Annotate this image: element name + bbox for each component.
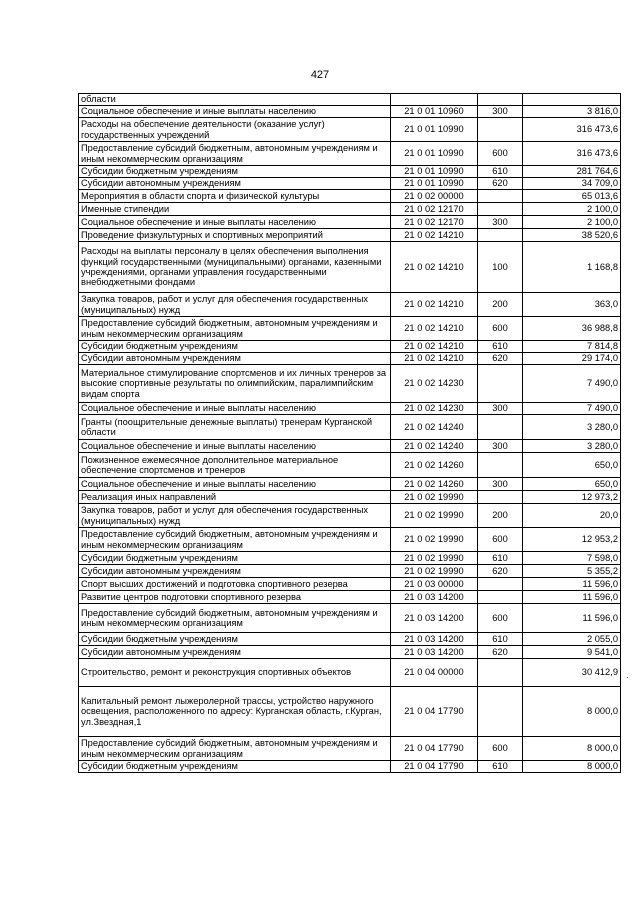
margin-mark: · bbox=[626, 672, 629, 682]
table-row bbox=[79, 118, 621, 142]
cell-name: Предоставление субсидий бюджетным, автономным учреждениям и иным некоммерческим организациям bbox=[79, 528, 391, 552]
cell-code: 21 0 02 14210 bbox=[391, 317, 478, 341]
cell-type bbox=[478, 229, 523, 242]
cell-name: Предоставление субсидий бюджетным, автономным учреждениям и иным некоммерческим организациям bbox=[79, 604, 391, 633]
cell-code: 21 0 02 00000 bbox=[391, 190, 478, 203]
table-row bbox=[79, 341, 621, 353]
cell-sum: 7 598,0 bbox=[523, 552, 621, 565]
cell-type bbox=[478, 578, 523, 591]
budget-table-body bbox=[79, 94, 621, 773]
cell-code: 21 0 01 10990 bbox=[391, 118, 478, 142]
cell-sum: 12 973,2 bbox=[523, 491, 621, 504]
table-row bbox=[79, 403, 621, 415]
cell-code: 21 0 02 19990 bbox=[391, 491, 478, 504]
cell-type bbox=[478, 415, 523, 440]
cell-type: 300 bbox=[478, 440, 523, 453]
cell-sum: 11 596,0 bbox=[523, 591, 621, 604]
cell-type bbox=[478, 659, 523, 687]
cell-name: Проведение физкультурных и спортивных мероприятий bbox=[79, 229, 391, 242]
cell-type: 600 bbox=[478, 142, 523, 166]
cell-type bbox=[478, 118, 523, 142]
cell-name: Предоставление субсидий бюджетным, автономным учреждениям и иным некоммерческим организациям bbox=[79, 737, 391, 761]
cell-sum: 7 490,0 bbox=[523, 365, 621, 403]
cell-sum: 1 168,8 bbox=[523, 242, 621, 293]
cell-name: Субсидии бюджетным учреждениям bbox=[79, 341, 391, 353]
cell-type bbox=[478, 365, 523, 403]
table-row bbox=[79, 578, 621, 591]
cell-name: Субсидии автономным учреждениям bbox=[79, 353, 391, 365]
cell-name: Субсидии автономным учреждениям bbox=[79, 565, 391, 578]
cell-code: 21 0 04 17790 bbox=[391, 761, 478, 773]
cell-code: 21 0 02 14210 bbox=[391, 229, 478, 242]
cell-code: 21 0 02 14230 bbox=[391, 365, 478, 403]
cell-type: 620 bbox=[478, 646, 523, 659]
cell-name: Субсидии автономным учреждениям bbox=[79, 178, 391, 190]
cell-code: 21 0 01 10990 bbox=[391, 178, 478, 190]
cell-sum: 7 814,8 bbox=[523, 341, 621, 353]
table-row bbox=[79, 528, 621, 552]
cell-code: 21 0 04 17790 bbox=[391, 737, 478, 761]
cell-code: 21 0 02 14210 bbox=[391, 293, 478, 317]
cell-code bbox=[391, 94, 478, 106]
table-row bbox=[79, 633, 621, 646]
cell-name: Закупка товаров, работ и услуг для обеспечения государственных (муниципальных) нужд bbox=[79, 504, 391, 528]
table-row bbox=[79, 565, 621, 578]
cell-sum: 363,0 bbox=[523, 293, 621, 317]
cell-sum: 12 953,2 bbox=[523, 528, 621, 552]
table-row bbox=[79, 317, 621, 341]
cell-code: 21 0 02 14240 bbox=[391, 415, 478, 440]
cell-sum: 36 988,8 bbox=[523, 317, 621, 341]
cell-name: Социальное обеспечение и иные выплаты населению bbox=[79, 403, 391, 415]
cell-name: Субсидии бюджетным учреждениям bbox=[79, 761, 391, 773]
cell-sum: 7 490,0 bbox=[523, 403, 621, 415]
cell-type: 600 bbox=[478, 737, 523, 761]
cell-type bbox=[478, 687, 523, 737]
cell-type: 600 bbox=[478, 528, 523, 552]
cell-name: Гранты (поощрительные денежные выплаты) тренерам Курганской области bbox=[79, 415, 391, 440]
table-row bbox=[79, 646, 621, 659]
cell-type bbox=[478, 203, 523, 216]
cell-name: Субсидии автономным учреждениям bbox=[79, 646, 391, 659]
cell-type: 600 bbox=[478, 604, 523, 633]
cell-name: Закупка товаров, работ и услуг для обеспечения государственных (муниципальных) нужд bbox=[79, 293, 391, 317]
cell-name: Социальное обеспечение и иные выплаты населению bbox=[79, 216, 391, 229]
table-row bbox=[79, 166, 621, 178]
table-row bbox=[79, 453, 621, 478]
cell-code: 21 0 02 12170 bbox=[391, 216, 478, 229]
cell-code: 21 0 02 14210 bbox=[391, 341, 478, 353]
cell-type: 300 bbox=[478, 216, 523, 229]
cell-type: 100 bbox=[478, 242, 523, 293]
cell-code: 21 0 01 10960 bbox=[391, 106, 478, 118]
cell-name: Пожизненное ежемесячное дополнительное материальное обеспечение спортсменов и тренеров bbox=[79, 453, 391, 478]
cell-sum: 65 013,6 bbox=[523, 190, 621, 203]
table-row bbox=[79, 659, 621, 687]
cell-code: 21 0 02 19990 bbox=[391, 565, 478, 578]
cell-sum: 9 541,0 bbox=[523, 646, 621, 659]
cell-code: 21 0 02 19990 bbox=[391, 528, 478, 552]
page-number: 427 bbox=[310, 69, 330, 81]
cell-name: Капитальный ремонт лыжеролерной трассы, устройство наружного освещения, расположенного по адресу: Курганская область, г.Курган, ул.Звездная,1 bbox=[79, 687, 391, 737]
table-row bbox=[79, 591, 621, 604]
cell-sum: 3 280,0 bbox=[523, 415, 621, 440]
cell-sum: 316 473,6 bbox=[523, 118, 621, 142]
cell-sum: 2 100,0 bbox=[523, 216, 621, 229]
cell-type bbox=[478, 491, 523, 504]
cell-sum: 34 709,0 bbox=[523, 178, 621, 190]
cell-sum: 38 520,6 bbox=[523, 229, 621, 242]
table-row bbox=[79, 242, 621, 293]
cell-sum: 316 473,6 bbox=[523, 142, 621, 166]
cell-type: 610 bbox=[478, 761, 523, 773]
cell-name: Социальное обеспечение и иные выплаты населению bbox=[79, 440, 391, 453]
cell-sum: 650,0 bbox=[523, 478, 621, 491]
cell-sum: 650,0 bbox=[523, 453, 621, 478]
cell-type bbox=[478, 190, 523, 203]
cell-sum: 3 816,0 bbox=[523, 106, 621, 118]
cell-code: 21 0 04 17790 bbox=[391, 687, 478, 737]
cell-type: 610 bbox=[478, 552, 523, 565]
cell-code: 21 0 03 14200 bbox=[391, 591, 478, 604]
cell-type: 610 bbox=[478, 341, 523, 353]
cell-code: 21 0 04 00000 bbox=[391, 659, 478, 687]
table-row bbox=[79, 293, 621, 317]
cell-code: 21 0 02 14210 bbox=[391, 353, 478, 365]
cell-code: 21 0 02 14260 bbox=[391, 453, 478, 478]
cell-code: 21 0 02 14260 bbox=[391, 478, 478, 491]
cell-sum: 3 280,0 bbox=[523, 440, 621, 453]
cell-type: 610 bbox=[478, 166, 523, 178]
cell-type: 620 bbox=[478, 353, 523, 365]
cell-name: Предоставление субсидий бюджетным, автономным учреждениям и иным некоммерческим организациям bbox=[79, 317, 391, 341]
table-row bbox=[79, 106, 621, 118]
cell-code: 21 0 02 19990 bbox=[391, 552, 478, 565]
cell-sum: 8 000,0 bbox=[523, 737, 621, 761]
cell-name: Реализация иных направлений bbox=[79, 491, 391, 504]
table-row bbox=[79, 365, 621, 403]
cell-type: 620 bbox=[478, 178, 523, 190]
cell-code: 21 0 03 00000 bbox=[391, 578, 478, 591]
cell-code: 21 0 01 10990 bbox=[391, 166, 478, 178]
budget-table bbox=[78, 93, 621, 773]
cell-sum: 2 055,0 bbox=[523, 633, 621, 646]
table-row bbox=[79, 94, 621, 106]
cell-code: 21 0 02 14210 bbox=[391, 242, 478, 293]
table-row bbox=[79, 353, 621, 365]
table-row bbox=[79, 216, 621, 229]
table-row bbox=[79, 203, 621, 216]
cell-type bbox=[478, 591, 523, 604]
cell-name: Социальное обеспечение и иные выплаты населению bbox=[79, 478, 391, 491]
cell-name: Предоставление субсидий бюджетным, автономным учреждениям и иным некоммерческим организациям bbox=[79, 142, 391, 166]
cell-name: Развитие центров подготовки спортивного резерва bbox=[79, 591, 391, 604]
cell-sum: 11 596,0 bbox=[523, 578, 621, 591]
cell-type: 600 bbox=[478, 317, 523, 341]
table-row bbox=[79, 737, 621, 761]
cell-code: 21 0 03 14200 bbox=[391, 646, 478, 659]
cell-sum: 11 596,0 bbox=[523, 604, 621, 633]
cell-sum: 29 174,0 bbox=[523, 353, 621, 365]
cell-type: 300 bbox=[478, 478, 523, 491]
cell-type: 620 bbox=[478, 565, 523, 578]
cell-code: 21 0 02 14240 bbox=[391, 440, 478, 453]
cell-sum: 2 100,0 bbox=[523, 203, 621, 216]
table-row bbox=[79, 687, 621, 737]
table-row bbox=[79, 229, 621, 242]
cell-name: Субсидии бюджетным учреждениям bbox=[79, 552, 391, 565]
cell-code: 21 0 01 10990 bbox=[391, 142, 478, 166]
table-row bbox=[79, 142, 621, 166]
cell-type: 200 bbox=[478, 504, 523, 528]
cell-name: Субсидии бюджетным учреждениям bbox=[79, 633, 391, 646]
table-row bbox=[79, 552, 621, 565]
table-row bbox=[79, 190, 621, 203]
table-row bbox=[79, 604, 621, 633]
table-row bbox=[79, 478, 621, 491]
cell-name: Мероприятия в области спорта и физической культуры bbox=[79, 190, 391, 203]
cell-name: Спорт высших достижений и подготовка спортивного резерва bbox=[79, 578, 391, 591]
cell-type: 300 bbox=[478, 403, 523, 415]
cell-name: Расходы на выплаты персоналу в целях обеспечения выполнения функций государственными (муниципальными) органами, казенными учреждениями, органами управления государственными внебюджетными фондами bbox=[79, 242, 391, 293]
cell-sum: 8 000,0 bbox=[523, 761, 621, 773]
cell-name: Материальное стимулирование спортсменов и их личных тренеров за высокие спортивные результаты по олимпийским, паралимпийским видам спорта bbox=[79, 365, 391, 403]
cell-code: 21 0 02 14230 bbox=[391, 403, 478, 415]
cell-code: 21 0 02 12170 bbox=[391, 203, 478, 216]
cell-type: 200 bbox=[478, 293, 523, 317]
cell-code: 21 0 02 19990 bbox=[391, 504, 478, 528]
cell-sum: 5 355,2 bbox=[523, 565, 621, 578]
table-row bbox=[79, 415, 621, 440]
table-row bbox=[79, 761, 621, 773]
cell-sum: 281 764,6 bbox=[523, 166, 621, 178]
table-row bbox=[79, 440, 621, 453]
cell-type bbox=[478, 94, 523, 106]
cell-code: 21 0 03 14200 bbox=[391, 633, 478, 646]
cell-name: Социальное обеспечение и иные выплаты населению bbox=[79, 106, 391, 118]
cell-sum: 8 000,0 bbox=[523, 687, 621, 737]
cell-sum: 30 412,9 bbox=[523, 659, 621, 687]
table-row bbox=[79, 504, 621, 528]
cell-type: 610 bbox=[478, 633, 523, 646]
cell-type: 300 bbox=[478, 106, 523, 118]
cell-sum: 20,0 bbox=[523, 504, 621, 528]
cell-name: Строительство, ремонт и реконструкция спортивных объектов bbox=[79, 659, 391, 687]
cell-name: Субсидии бюджетным учреждениям bbox=[79, 166, 391, 178]
cell-sum bbox=[523, 94, 621, 106]
table-row bbox=[79, 491, 621, 504]
cell-name: области bbox=[79, 94, 391, 106]
cell-type bbox=[478, 453, 523, 478]
cell-name: Расходы на обеспечение деятельности (оказание услуг) государственных учреждений bbox=[79, 118, 391, 142]
cell-code: 21 0 03 14200 bbox=[391, 604, 478, 633]
cell-name: Именные стипендии bbox=[79, 203, 391, 216]
table-row bbox=[79, 178, 621, 190]
